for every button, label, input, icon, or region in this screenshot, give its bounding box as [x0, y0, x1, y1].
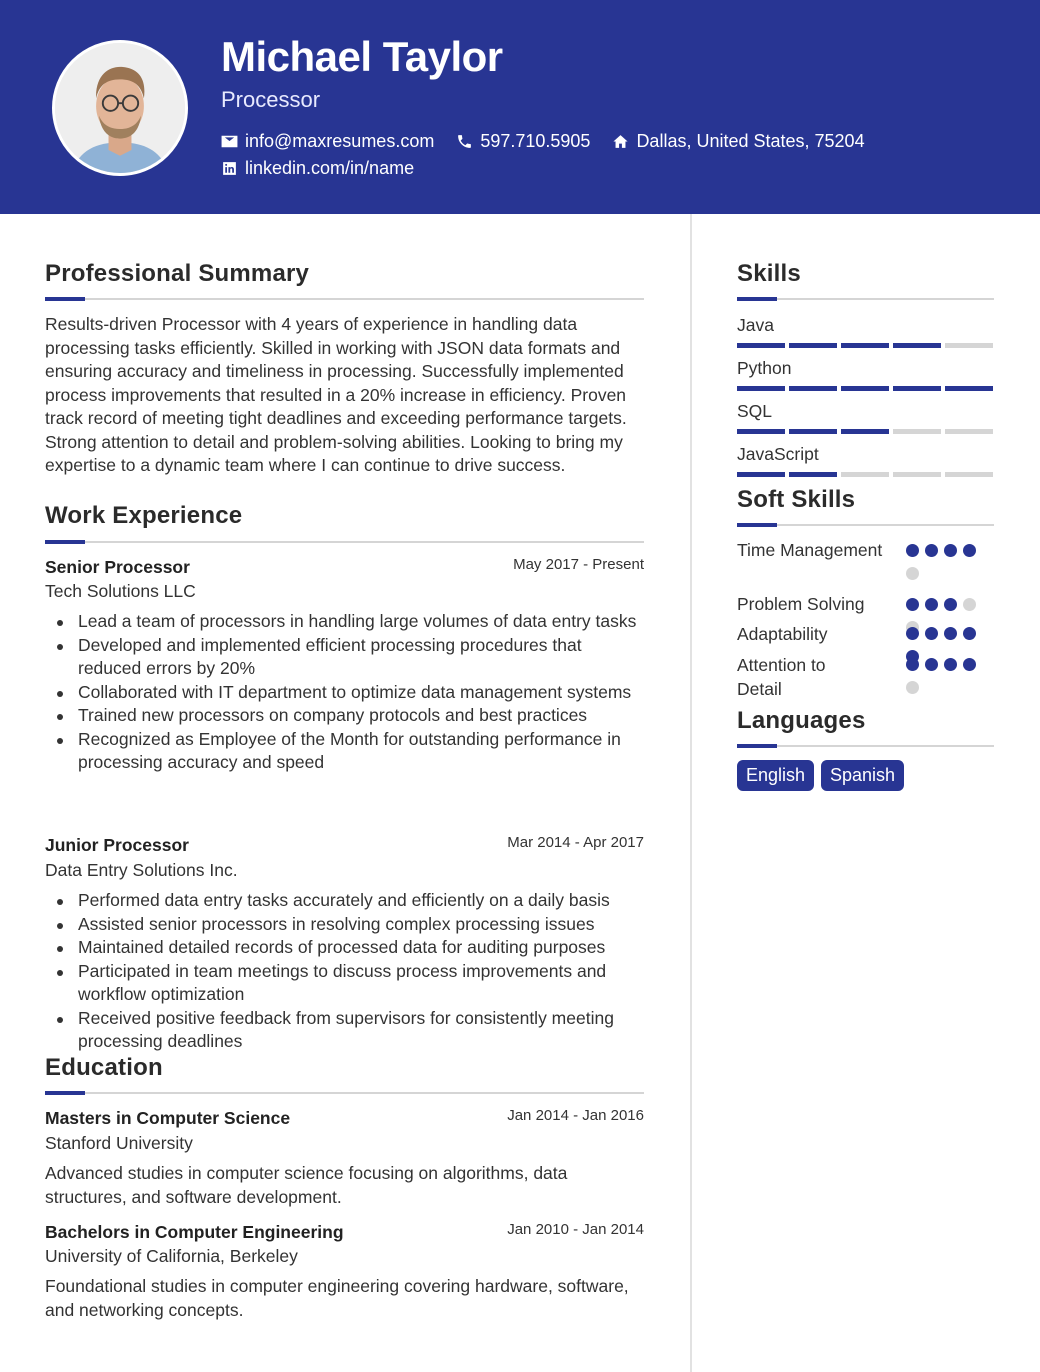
skill-bar-segment	[945, 472, 993, 477]
rating-dot	[944, 544, 957, 557]
skill-bar-segment	[893, 472, 941, 477]
skill-bar-segment	[789, 343, 837, 348]
skill-bar-segment	[737, 472, 785, 477]
rating-dot	[925, 627, 938, 640]
skill-bar-segment	[737, 343, 785, 348]
candidate-name: Michael Taylor	[221, 33, 503, 80]
rating-dot	[963, 598, 976, 611]
degree-description: Advanced studies in computer science focusing on algorithms, data structures, and software development.	[45, 1163, 568, 1207]
list-item: Trained new processors on company protocols and best practices	[46, 704, 646, 728]
job-bullets	[46, 889, 646, 1054]
skill-bar-segment	[893, 429, 941, 434]
skill-bar-segment	[945, 343, 993, 348]
linkedin-icon	[221, 160, 238, 177]
soft-skills-heading-rule	[737, 524, 994, 526]
list-item: Maintained detailed records of processed data for auditing purposes	[46, 936, 646, 960]
skill-level-bar	[737, 343, 997, 348]
degree-title: Bachelors in Computer Engineering	[45, 1222, 344, 1242]
list-item: Participated in team meetings to discuss process improvements and workflow optimization	[46, 960, 646, 1007]
list-item: Collaborated with IT department to optimize data management systems	[46, 681, 646, 705]
skill-bar-segment	[945, 429, 993, 434]
degree-date: Jan 2014 - Jan 2016	[507, 1107, 644, 1124]
location-text: Dallas, United States, 75204	[636, 131, 865, 151]
profile-photo	[52, 40, 188, 176]
skill-bar-segment	[841, 343, 889, 348]
soft-skill-name: Problem Solving	[737, 594, 865, 614]
skills-heading-rule	[737, 298, 994, 300]
skill-bar-segment	[789, 472, 837, 477]
school-name: Stanford University	[45, 1133, 193, 1153]
contact-row-2	[221, 156, 436, 180]
contact-phone[interactable]	[456, 129, 590, 153]
profile-avatar-icon	[55, 43, 185, 173]
skill-bar-segment	[893, 343, 941, 348]
rating-dot	[906, 658, 919, 671]
rating-dot	[906, 544, 919, 557]
rating-dot	[963, 658, 976, 671]
contact-location	[612, 129, 864, 153]
rating-dot	[963, 627, 976, 640]
list-item: Lead a team of processors in handling large volumes of data entry tasks	[46, 610, 646, 634]
degree-description: Foundational studies in computer engineering covering hardware, software, and networking concepts.	[45, 1276, 629, 1320]
skill-level-bar	[737, 472, 997, 477]
job-date: May 2017 - Present	[513, 556, 644, 573]
skill-name: Java	[737, 315, 774, 335]
skill-bar-segment	[841, 386, 889, 391]
rating-dot	[963, 544, 976, 557]
skill-bar-segment	[789, 386, 837, 391]
education-heading-rule	[45, 1092, 644, 1094]
home-icon	[612, 133, 629, 150]
skill-name: Python	[737, 358, 792, 378]
job-date: Mar 2014 - Apr 2017	[507, 834, 644, 851]
education-heading: Education	[45, 1054, 163, 1081]
summary-text: Results-driven Processor with 4 years of experience in handling data processing tasks efficiently. Skilled in working with JSON data formats and ensuring accuracy and timeliness in processing. Successfully implemented process improvements that resulted in a 20% increase in efficiency. Proven track record of meeting tight deadlines and exceeding performance targets. Strong attention to detail and problem-solving abilities. Looking to bring my expertise to a dynamic team where I can continue to drive success.	[45, 314, 627, 475]
rating-dot	[944, 598, 957, 611]
skill-bar-segment	[893, 386, 941, 391]
soft-skill-rating	[906, 658, 982, 704]
rating-dot	[944, 658, 957, 671]
language-badge: English	[737, 760, 814, 791]
soft-skill-rating	[906, 544, 982, 590]
rating-dot	[925, 658, 938, 671]
soft-skills-heading: Soft Skills	[737, 486, 856, 513]
column-divider	[690, 214, 692, 1372]
skill-bar-segment	[841, 472, 889, 477]
rating-dot	[906, 627, 919, 640]
list-item: Received positive feedback from supervisors for consistently meeting processing deadlines	[46, 1007, 646, 1054]
job-company: Tech Solutions LLC	[45, 581, 196, 601]
contact-linkedin[interactable]	[221, 156, 414, 180]
degree-date: Jan 2010 - Jan 2014	[507, 1221, 644, 1238]
candidate-title: Processor	[221, 87, 321, 112]
job-title: Senior Processor	[45, 557, 190, 577]
phone-text: 597.710.5905	[480, 131, 591, 151]
skill-level-bar	[737, 386, 997, 391]
list-item: Recognized as Employee of the Month for outstanding performance in processing accuracy and speed	[46, 728, 646, 775]
skill-name: SQL	[737, 401, 773, 421]
soft-skill-name: Attention to Detail	[737, 655, 826, 699]
skill-bar-segment	[789, 429, 837, 434]
summary-heading: Professional Summary	[45, 260, 310, 287]
rating-dot	[925, 598, 938, 611]
experience-heading-rule	[45, 541, 644, 543]
list-item: Assisted senior processors in resolving complex processing issues	[46, 913, 646, 937]
soft-skill-name: Time Management	[737, 540, 883, 560]
skill-bar-segment	[737, 386, 785, 391]
job-bullets	[46, 610, 646, 775]
skills-heading: Skills	[737, 260, 801, 287]
rating-dot	[944, 627, 957, 640]
language-badge: Spanish	[821, 760, 904, 791]
skill-bar-segment	[945, 386, 993, 391]
degree-title: Masters in Computer Science	[45, 1108, 291, 1128]
contact-email[interactable]	[221, 129, 434, 153]
resume-header	[0, 0, 1040, 214]
list-item: Performed data entry tasks accurately and efficiently on a daily basis	[46, 889, 646, 913]
skill-bar-segment	[737, 429, 785, 434]
envelope-icon	[221, 133, 238, 150]
linkedin-text: linkedin.com/in/name	[245, 158, 415, 178]
summary-heading-rule	[45, 298, 644, 300]
soft-skill-name: Adaptability	[737, 624, 828, 644]
rating-dot	[906, 598, 919, 611]
job-company: Data Entry Solutions Inc.	[45, 860, 238, 880]
rating-dot	[906, 567, 919, 580]
skill-level-bar	[737, 429, 997, 434]
languages-heading-rule	[737, 745, 994, 747]
experience-heading: Work Experience	[45, 502, 243, 529]
skill-name: JavaScript	[737, 444, 819, 464]
skill-bar-segment	[841, 429, 889, 434]
school-name: University of California, Berkeley	[45, 1246, 298, 1266]
phone-icon	[456, 133, 473, 150]
languages-heading: Languages	[737, 707, 866, 734]
contact-row	[221, 129, 887, 153]
rating-dot	[925, 544, 938, 557]
list-item: Developed and implemented efficient processing procedures that reduced errors by 20%	[46, 634, 646, 681]
rating-dot	[906, 681, 919, 694]
job-title: Junior Processor	[45, 835, 189, 855]
email-text: info@maxresumes.com	[245, 131, 435, 151]
